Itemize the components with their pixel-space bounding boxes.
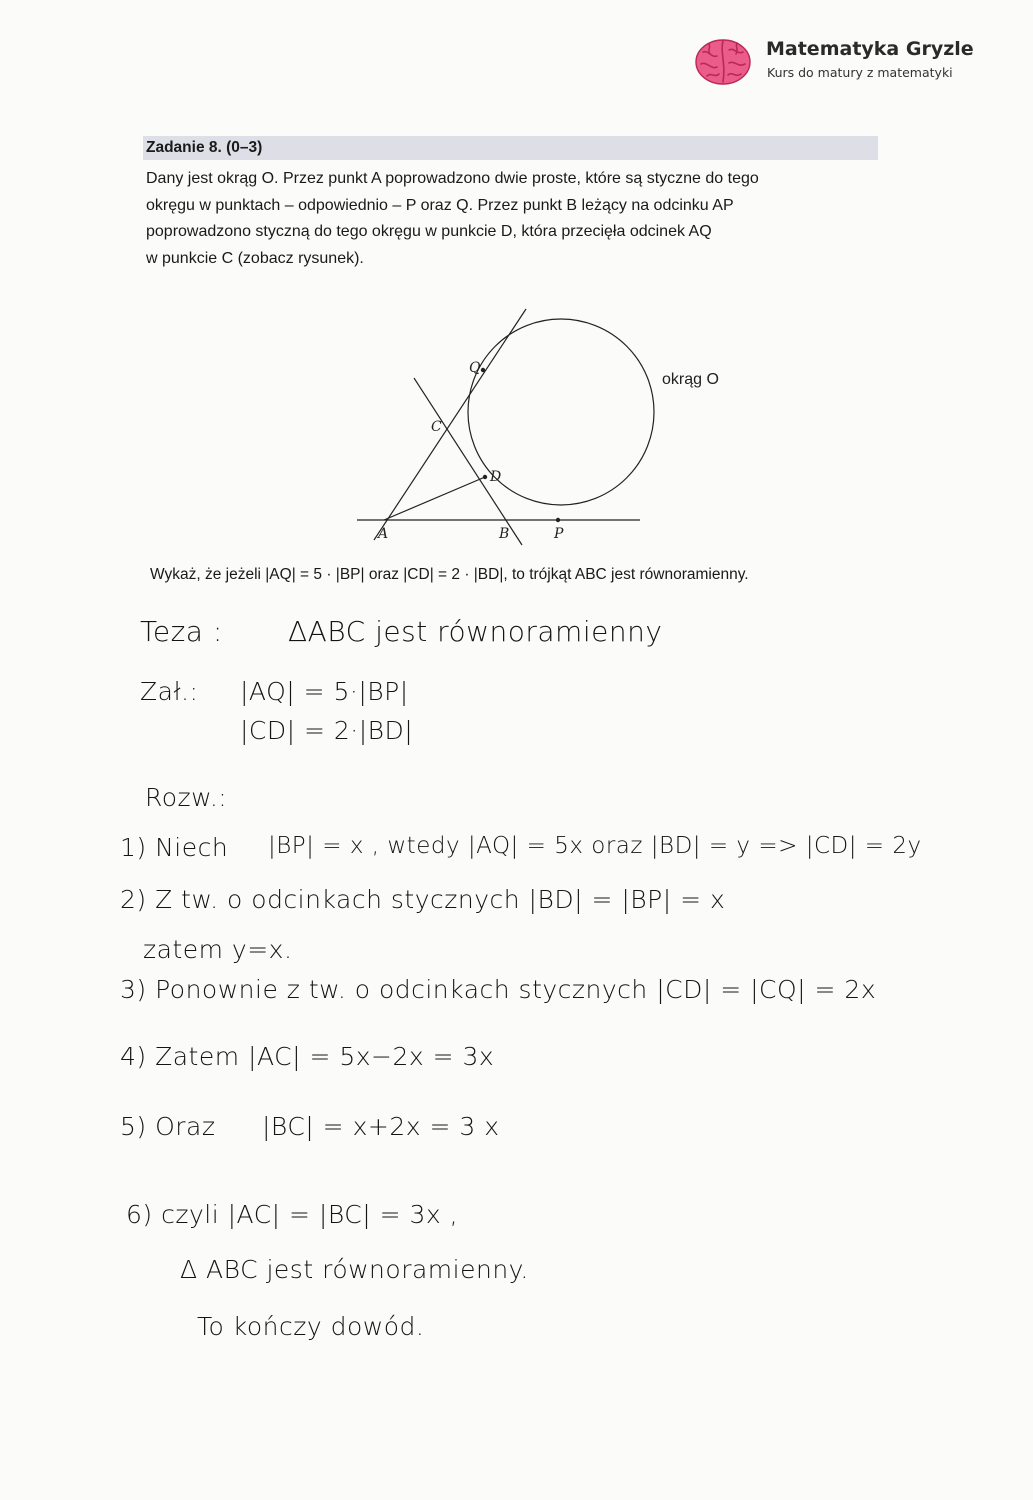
step-1-body: |BP| = x , wtedy |AQ| = 5x oraz |BD| = y => |CD| = 2y — [268, 833, 922, 859]
step-2-conclusion: zatem y=x. — [143, 935, 293, 964]
task-line: poprowadzono styczną do tego okręgu w punkcie D, która przecięła odcinek AQ — [146, 223, 712, 240]
geometry-figure — [352, 300, 742, 550]
segment-ad — [384, 477, 485, 520]
task-line: w punkcie C (zobacz rysunek). — [146, 249, 364, 267]
zal-label: Zał.: — [140, 677, 199, 706]
brand-subtitle: Kurs do matury z matematyki — [767, 65, 953, 80]
label-circle: okrąg O — [662, 371, 719, 388]
label-a: A — [378, 526, 389, 542]
zal-line-1: |AQ| = 5·|BP| — [240, 677, 409, 706]
task-line: okręgu w punktach – odpowiednio – P oraz Q. Przez punkt B leżący na odcinku AP — [146, 196, 734, 214]
rozw-label: Rozw.: — [145, 783, 228, 812]
point-q — [481, 368, 485, 372]
brain-icon — [693, 34, 753, 90]
prove-statement: Wykaż, że jeżeli |AQ| = 5 · |BP| oraz |CD| = 2 · |BD|, to trójkąt ABC jest równoramienny. — [150, 566, 749, 583]
end-of-proof: To kończy dowód. — [197, 1312, 425, 1341]
label-d: D — [490, 469, 502, 485]
step-2: 2) Z tw. o odcinkach stycznych |BD| = |BP| = x — [120, 885, 726, 914]
task-statement — [146, 166, 866, 272]
teza-text: ΔABC jest równoramienny — [288, 615, 663, 648]
conclusion: Δ ABC jest równoramienny. — [180, 1255, 529, 1284]
point-d — [483, 475, 487, 479]
label-c: C — [431, 419, 442, 435]
point-p — [556, 518, 560, 522]
label-b: B — [499, 526, 510, 542]
step-6: 6) czyli |AC| = |BC| = 3x , — [126, 1200, 459, 1229]
task-line: Dany jest okrąg O. Przez punkt A poprowadzono dwie proste, które są styczne do tego — [146, 170, 759, 187]
step-5-body: |BC| = x+2x = 3 x — [262, 1112, 500, 1141]
label-q: Q — [469, 360, 481, 376]
step-4: 4) Zatem |AC| = 5x−2x = 3x — [120, 1042, 495, 1071]
zal-line-2: |CD| = 2·|BD| — [240, 716, 414, 745]
line-aq — [374, 309, 526, 540]
step-5-lead: 5) Oraz — [120, 1112, 216, 1141]
label-p: P — [554, 526, 564, 542]
teza-label: Teza : — [140, 615, 223, 648]
brand-title: Matematyka Gryzle — [766, 38, 974, 60]
step-1-lead: 1) Niech — [120, 833, 229, 862]
step-3: 3) Ponownie z tw. o odcinkach stycznych |CD| = |CQ| = 2x — [120, 975, 877, 1004]
task-title: Zadanie 8. (0–3) — [146, 139, 263, 156]
